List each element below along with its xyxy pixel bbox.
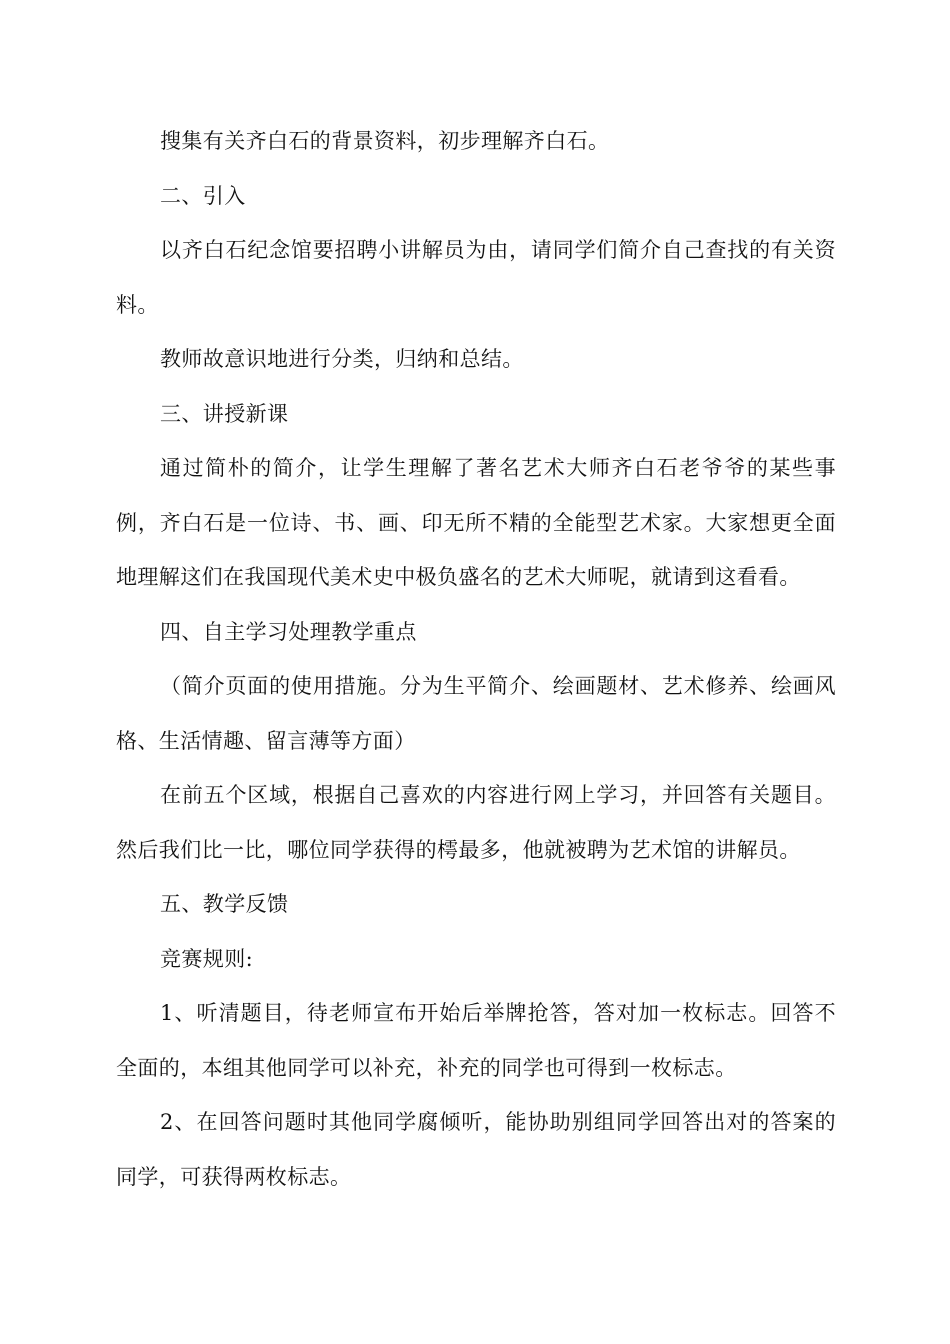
section-heading-new-lesson: 三、讲授新课: [160, 401, 289, 426]
section-heading-feedback: 五、教学反馈: [160, 892, 289, 916]
paragraph-collect-materials: 搜集有关齐白石的背景资料，初步理解齐白石。: [160, 129, 610, 153]
paragraph-online-study: 在前五个区域，根据自己喜欢的内容进行网上学习，并回答有关题目。然后我们比一比，哪位同学获得的樗最多，他就被聘为艺术馆的讲解员。: [116, 783, 836, 862]
paragraph-page-usage: （简介页面的使用措施。分为生平简介、绘画题材、艺术修养、绘画风格、生活情趣、留言薄等方面）: [116, 674, 836, 753]
paragraph-introduction: 以齐白石纪念馆要招聘小讲解员为由，请同学们简介自己查找的有关资料。: [116, 238, 836, 317]
section-heading-introduction: 二、引入: [160, 183, 246, 208]
paragraph-competition-rules-heading: 竞赛规则:: [160, 946, 254, 971]
paragraph-rule-1: 1、听清题目，待老师宣布开始后举牌抢答，答对加一枚标志。回答不全面的，本组其他同学可以补充，补充的同学也可得到一枚标志。: [116, 1001, 836, 1080]
paragraph-new-lesson: 通过简朴的简介，让学生理解了著名艺术大师齐白石老爷爷的某些事例，齐白石是一位诗、书、画、印无所不精的全能型艺术家。大家想更全面地理解这们在我国现代美术史中极负盛名的艺术大师呢，就请到这看看。: [116, 456, 836, 589]
document-body: [116, 114, 836, 1204]
paragraph-rule-2: 2、在回答问题时其他同学腐倾听，能协助别组同学回答出对的答案的同学，可获得两枚标志。: [116, 1110, 836, 1189]
paragraph-teacher-summary: 教师故意识地进行分类，归纳和总结。: [160, 347, 524, 371]
section-heading-self-study: 四、自主学习处理教学重点: [160, 619, 417, 644]
